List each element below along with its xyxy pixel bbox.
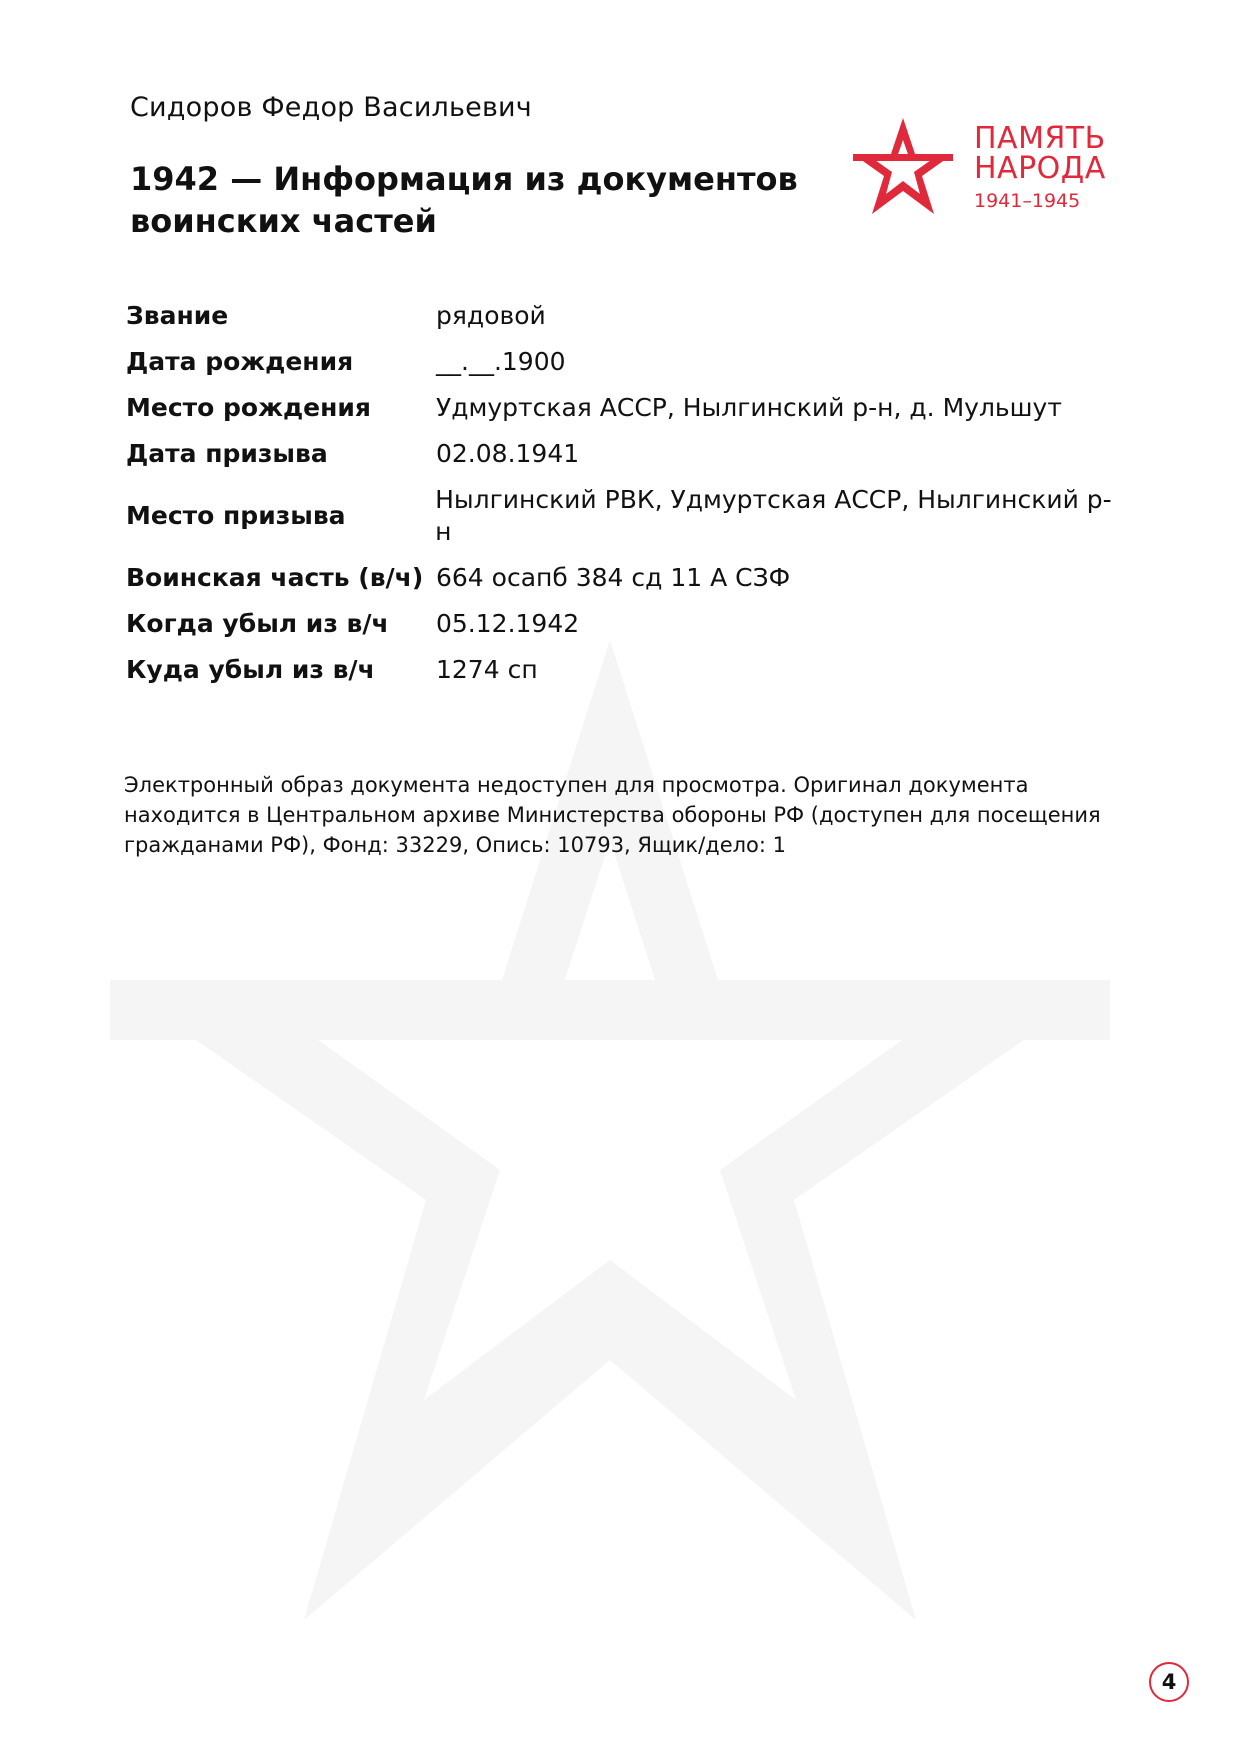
field-label: Когда убыл из в/ч: [126, 609, 389, 638]
field-value: 664 осапб 384 сд 11 А СЗФ: [436, 563, 791, 592]
field-row-rank: [126, 300, 1126, 332]
field-row-leave-date: [126, 608, 1126, 640]
red-star-icon: [852, 116, 954, 216]
person-name: Сидоров Федор Васильевич: [130, 92, 532, 123]
page-title: 1942 — Информация из документов воинских частей: [130, 160, 798, 240]
field-row-birth-place: [126, 392, 1126, 424]
field-label: Куда убыл из в/ч: [126, 655, 375, 684]
field-label: Звание: [126, 301, 229, 330]
archive-note: Электронный образ документа недоступен для просмотра. Оригинал документа находится в Центральном архиве Министерства обороны РФ (доступен для посещения гражданами РФ), Фонд: 33229, Опись: 10793, Ящик/дело: 1: [124, 773, 1101, 857]
field-row-draft-date: [126, 438, 1126, 470]
field-label: Воинская часть (в/ч): [126, 563, 424, 592]
field-label: Место рождения: [126, 393, 371, 422]
field-value: рядовой: [436, 301, 546, 330]
page-number-badge: 4: [1149, 1662, 1189, 1702]
field-value: 02.08.1941: [436, 439, 580, 468]
field-value: Удмуртская АССР, Нылгинский р-н, д. Мульшут: [436, 393, 1062, 422]
logo-years: 1941–1945: [974, 190, 1081, 212]
field-value: 1274 сп: [436, 655, 538, 684]
field-row-draft-place: [126, 484, 1126, 548]
field-value: Нылгинский РВК, Удмуртская АССР, Нылгинский р-н: [435, 485, 1112, 546]
field-row-military-unit: [126, 562, 1126, 594]
logo-text-line1: ПАМЯТЬ: [974, 121, 1106, 156]
field-value: 05.12.1942: [436, 609, 580, 638]
field-label: Дата призыва: [126, 439, 328, 468]
info-table: [126, 300, 1126, 700]
field-label: Дата рождения: [126, 347, 354, 376]
field-row-leave-destination: [126, 654, 1126, 686]
field-row-birth-date: [126, 346, 1126, 378]
field-value: __.__.1900: [436, 347, 566, 376]
pamyat-naroda-logo: [852, 112, 1122, 222]
field-label: Место призыва: [126, 501, 346, 530]
logo-text-line2: НАРОДА: [974, 151, 1106, 186]
